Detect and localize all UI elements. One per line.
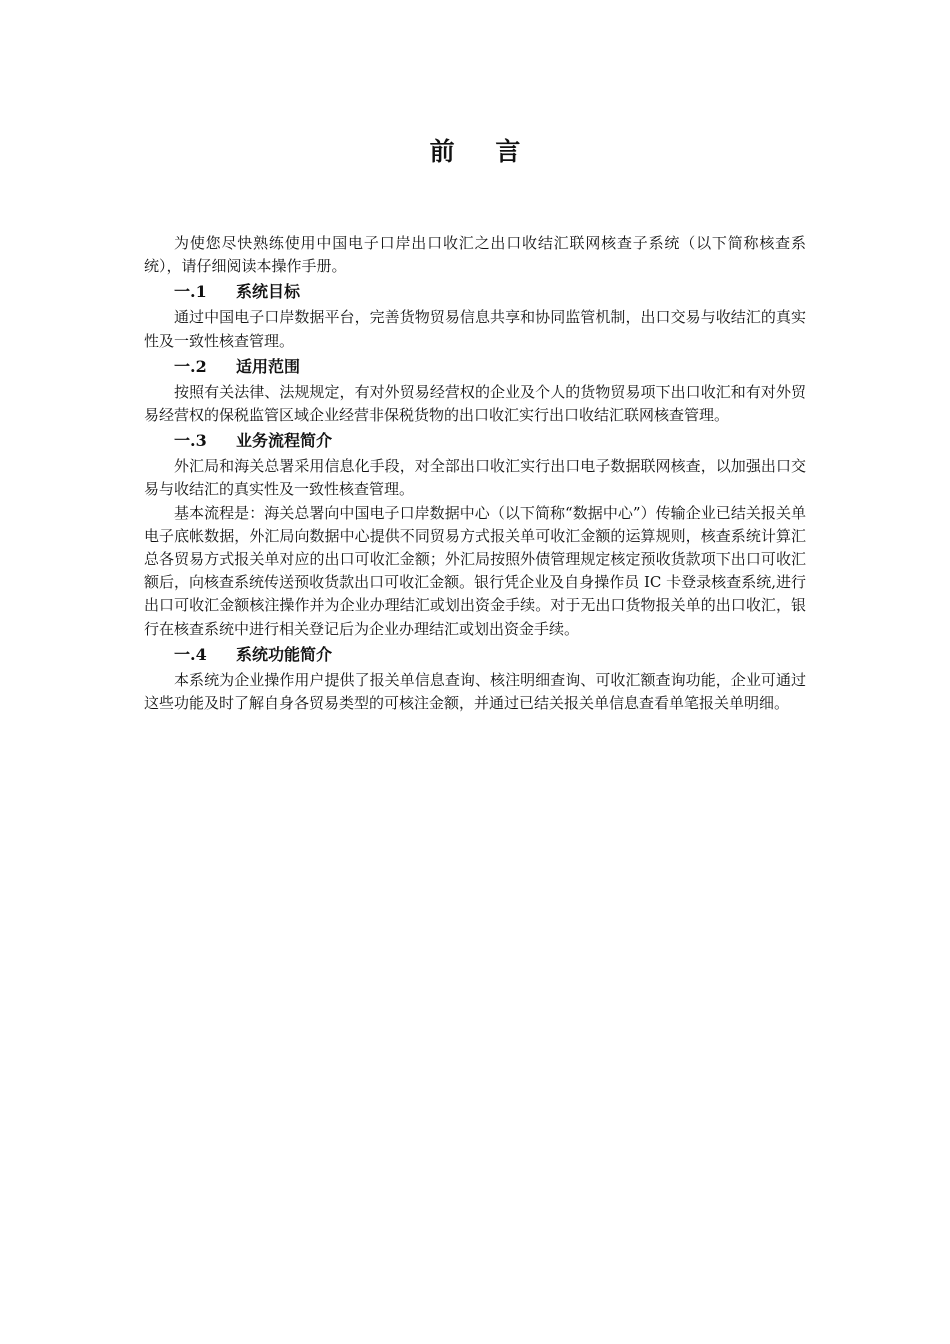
page-title: 前 言 (429, 137, 537, 166)
section-number: 一.3 (174, 431, 207, 451)
section-3-paragraph-1: 外汇局和海关总署采用信息化手段，对全部出口收汇实行出口电子数据联网核查，以加强出口交易与收结汇的真实性及一致性核查管理。 (144, 457, 806, 499)
section-4-paragraph: 本系统为企业操作用户提供了报关单信息查询、核注明细查询、可收汇额查询功能，企业可通过这些功能及时了解自身各贸易类型的可核注金额，并通过已结关报关单信息查看单笔报关单明细。 (144, 670, 806, 713)
section-number: 一.1 (174, 282, 207, 302)
intro-paragraph: 为使您尽快熟练使用中国电子口岸出口收汇之出口收结汇联网核查子系统（以下简称核查系统），请仔细阅读本操作手册。 (144, 234, 806, 276)
section-title: 系统目标 (236, 282, 301, 302)
section-number: 一.2 (174, 356, 207, 376)
section-title: 适用范围 (236, 356, 301, 376)
section-heading-2 (144, 354, 806, 379)
section-2-paragraph: 按照有关法律、法规规定，有对外贸易经营权的企业及个人的货物贸易项下出口收汇和有对外贸易经营权的保税监管区域企业经营非保税货物的出口收汇实行出口收结汇联网核查管理。 (144, 382, 806, 425)
section-heading-4 (144, 642, 806, 667)
section-title: 业务流程简介 (236, 431, 333, 451)
section-3-paragraph-2: 基本流程是：海关总署向中国电子口岸数据中心（以下简称“数据中心”）传输企业已结关报关单电子底帐数据，外汇局向数据中心提供不同贸易方式报关单可收汇金额的运算规则，核查系统计算汇总各贸易方式报关单对应的出口可收汇金额；外汇局按照外债管理规定核定预收货款项下出口可收汇额后，向核查系统传送预收货款出口可收汇金额。银行凭企业及自身操作员 IC 卡登录核查系统,进行出口可收汇金额核注操作并为企业办理结汇或划出资金手续。对于无出口货物报关单的出口收汇，银行在核查系统中进行相关登记后为企业办理结汇或划出资金手续。 (144, 503, 806, 638)
section-1-paragraph: 通过中国电子口岸数据平台，完善货物贸易信息共享和协同监管机制，出口交易与收结汇的真实性及一致性核查管理。 (144, 308, 806, 350)
section-heading-1 (144, 279, 806, 304)
document-body (144, 232, 806, 715)
section-title: 系统功能简介 (236, 644, 333, 664)
section-number: 一.4 (174, 644, 207, 664)
section-heading-3 (144, 428, 806, 453)
